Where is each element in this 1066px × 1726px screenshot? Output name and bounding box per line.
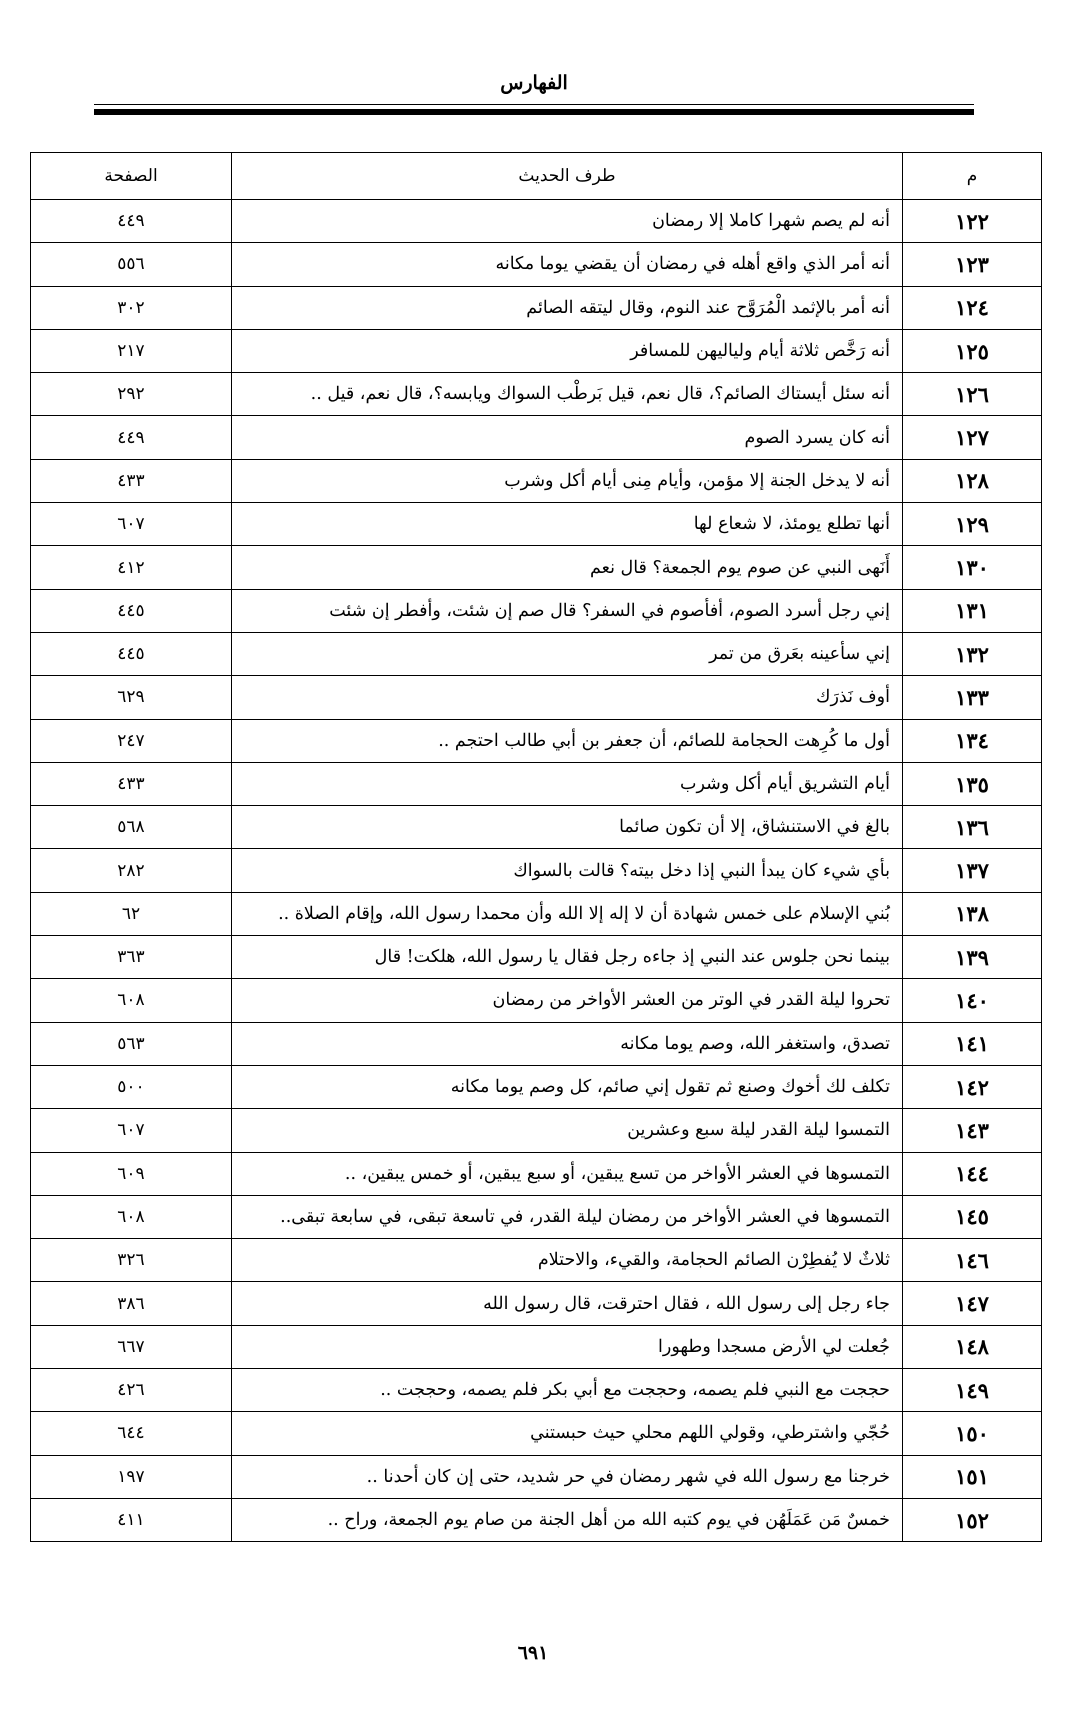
table-row (31, 1065, 1042, 1108)
table-row (31, 762, 1042, 805)
table-row (31, 286, 1042, 329)
table-row (31, 546, 1042, 589)
row-num: ١٤٤ (903, 1152, 1042, 1195)
row-page: ٢٨٢ (31, 849, 232, 892)
table-row (31, 1282, 1042, 1325)
row-num: ١٢٧ (903, 416, 1042, 459)
page-header (94, 68, 974, 120)
row-num: ١٢٣ (903, 243, 1042, 286)
row-num: ١٥١ (903, 1455, 1042, 1498)
table-row (31, 1369, 1042, 1412)
table-row (31, 1455, 1042, 1498)
row-text: أيام التشريق أيام أكل وشرب (232, 762, 903, 805)
row-page: ٢١٧ (31, 329, 232, 372)
header-rule-thick (94, 109, 974, 115)
row-num: ١٤٧ (903, 1282, 1042, 1325)
row-text: أنه لا يدخل الجنة إلا مؤمن، وأيام مِنى أيام أكل وشرب (232, 459, 903, 502)
table-row (31, 459, 1042, 502)
table-row (31, 719, 1042, 762)
table-row (31, 1022, 1042, 1065)
row-page: ٦٠٧ (31, 503, 232, 546)
table-row (31, 806, 1042, 849)
row-num: ١٥٢ (903, 1498, 1042, 1541)
row-num: ١٣٨ (903, 892, 1042, 935)
row-text: أوف نَذرَك (232, 676, 903, 719)
row-page: ٤٢٦ (31, 1369, 232, 1412)
row-page: ٢٩٢ (31, 373, 232, 416)
row-page: ٥٦٨ (31, 806, 232, 849)
table-row (31, 936, 1042, 979)
row-num: ١٥٠ (903, 1412, 1042, 1455)
row-page: ٤٤٥ (31, 589, 232, 632)
row-text: أنه رَخَّص ثلاثة أيام ولياليهن للمسافر (232, 329, 903, 372)
header-text: طرف الحديث (232, 153, 903, 200)
table-row (31, 373, 1042, 416)
row-text: التمسوا ليلة القدر ليلة سبع وعشرين (232, 1109, 903, 1152)
table-row (31, 329, 1042, 372)
row-page: ٥٦٣ (31, 1022, 232, 1065)
row-page: ٤٤٩ (31, 200, 232, 243)
row-page: ٤٤٩ (31, 416, 232, 459)
row-text: إني سأعينه بعَرق من تمر (232, 632, 903, 675)
row-page: ٣٦٣ (31, 936, 232, 979)
table-row (31, 1498, 1042, 1541)
table-row (31, 1152, 1042, 1195)
row-page: ٦٢٩ (31, 676, 232, 719)
table-row (31, 243, 1042, 286)
row-num: ١٣١ (903, 589, 1042, 632)
row-num: ١٣٢ (903, 632, 1042, 675)
row-text: أنه أمر بالإثمد الْمُرَوَّح عند النوم، وقال ليتقه الصائم (232, 286, 903, 329)
row-num: ١٢٩ (903, 503, 1042, 546)
row-text: أنه لم يصم شهرا كاملا إلا رمضان (232, 200, 903, 243)
row-page: ٤٣٣ (31, 762, 232, 805)
row-text: تكلف لك أخوك وصنع ثم تقول إني صائم، كل وصم يوما مكانه (232, 1065, 903, 1108)
row-page: ٦٠٩ (31, 1152, 232, 1195)
row-num: ١٤٩ (903, 1369, 1042, 1412)
row-text: جُعلت لي الأرض مسجدا وطهورا (232, 1325, 903, 1368)
row-page: ٦٠٨ (31, 1195, 232, 1238)
row-text: أنها تطلع يومئذ، لا شعاع لها (232, 503, 903, 546)
table-row (31, 1109, 1042, 1152)
row-text: بُني الإسلام على خمس شهادة أن لا إله إلا الله وأن محمدا رسول الله، وإقام الصلاة .. (232, 892, 903, 935)
row-text: التمسوها في العشر الأواخر من تسع يبقين، أو سبع يبقين، أو خمس يبقين، .. (232, 1152, 903, 1195)
table-row (31, 892, 1042, 935)
row-num: ١٤٢ (903, 1065, 1042, 1108)
table-row (31, 589, 1042, 632)
row-num: ١٤٦ (903, 1239, 1042, 1282)
row-text: بأي شيء كان يبدأ النبي إذا دخل بيته؟ قالت بالسواك (232, 849, 903, 892)
row-page: ٥٥٦ (31, 243, 232, 286)
row-num: ١٢٤ (903, 286, 1042, 329)
row-page: ٦٦٧ (31, 1325, 232, 1368)
row-page: ٤١١ (31, 1498, 232, 1541)
table-row (31, 676, 1042, 719)
row-text: إني رجل أسرد الصوم، أفأصوم في السفر؟ قال صم إن شئت، وأفطر إن شئت (232, 589, 903, 632)
table-row (31, 1412, 1042, 1455)
row-text: حُجّي واشترطي، وقولي اللهم محلي حيث حبستني (232, 1412, 903, 1455)
row-text: التمسوها في العشر الأواخر من رمضان ليلة القدر، في تاسعة تبقى، في سابعة تبقى.. (232, 1195, 903, 1238)
row-text: تحروا ليلة القدر في الوتر من العشر الأواخر من رمضان (232, 979, 903, 1022)
row-text: أَنَهى النبي عن صوم يوم الجمعة؟ قال نعم (232, 546, 903, 589)
row-page: ٦٠٧ (31, 1109, 232, 1152)
row-num: ١٤٨ (903, 1325, 1042, 1368)
row-page: ٤٣٣ (31, 459, 232, 502)
row-page: ٤١٢ (31, 546, 232, 589)
header-num: م (903, 153, 1042, 200)
row-page: ٣٢٦ (31, 1239, 232, 1282)
row-page: ٥٠٠ (31, 1065, 232, 1108)
row-text: بالغ في الاستنشاق، إلا أن تكون صائما (232, 806, 903, 849)
row-num: ١٢٦ (903, 373, 1042, 416)
row-page: ١٩٧ (31, 1455, 232, 1498)
row-page: ٢٤٧ (31, 719, 232, 762)
row-text: خرجنا مع رسول الله في شهر رمضان في حر شديد، حتى إن كان أحدنا .. (232, 1455, 903, 1498)
table-row (31, 1239, 1042, 1282)
row-text: حججت مع النبي فلم يصمه، وحججت مع أبي بكر فلم يصمه، وحججت .. (232, 1369, 903, 1412)
row-text: خمسٌ مَن عَمَلَهُن في يوم كتبه الله من أهل الجنة من صام يوم الجمعة، وراح .. (232, 1498, 903, 1541)
row-num: ١٤٥ (903, 1195, 1042, 1238)
row-page: ٤٤٥ (31, 632, 232, 675)
row-text: أنه سئل أيستاك الصائم؟، قال نعم، قيل بَرطْب السواك ويابسه؟، قال نعم، قيل .. (232, 373, 903, 416)
row-page: ٦٤٤ (31, 1412, 232, 1455)
table-row (31, 979, 1042, 1022)
row-num: ١٤١ (903, 1022, 1042, 1065)
row-num: ١٤٣ (903, 1109, 1042, 1152)
row-num: ١٣٤ (903, 719, 1042, 762)
hadith-index-table (30, 152, 1042, 1542)
row-num: ١٣٧ (903, 849, 1042, 892)
row-page: ٣٠٢ (31, 286, 232, 329)
row-page: ٦٢ (31, 892, 232, 935)
row-page: ٣٨٦ (31, 1282, 232, 1325)
row-num: ١٣٠ (903, 546, 1042, 589)
table-row (31, 200, 1042, 243)
table-row (31, 632, 1042, 675)
row-text: بينما نحن جلوس عند النبي إذ جاءه رجل فقال يا رسول الله، هلكت! قال (232, 936, 903, 979)
table-row (31, 1195, 1042, 1238)
row-text: تصدق، واستغفر الله، وصم يوما مكانه (232, 1022, 903, 1065)
table-row (31, 416, 1042, 459)
row-num: ١٢٥ (903, 329, 1042, 372)
row-num: ١٣٥ (903, 762, 1042, 805)
row-text: جاء رجل إلى رسول الله ، فقال احترقت، قال رسول الله (232, 1282, 903, 1325)
row-num: ١٢٨ (903, 459, 1042, 502)
row-num: ١٢٢ (903, 200, 1042, 243)
row-num: ١٣٣ (903, 676, 1042, 719)
header-title: الفهارس (500, 72, 568, 94)
header-page: الصفحة (31, 153, 232, 200)
table-header-row (31, 153, 1042, 200)
table-row (31, 1325, 1042, 1368)
page-number: ٦٩١ (517, 1642, 549, 1664)
header-rule-thin (94, 104, 974, 105)
row-text: أول ما كُرِهت الحجامة للصائم، أن جعفر بن أبي طالب احتجم .. (232, 719, 903, 762)
table-row (31, 503, 1042, 546)
row-num: ١٣٩ (903, 936, 1042, 979)
row-text: أنه أمر الذي واقع أهله في رمضان أن يقضي يوما مكانه (232, 243, 903, 286)
row-num: ١٤٠ (903, 979, 1042, 1022)
row-text: أنه كان يسرد الصوم (232, 416, 903, 459)
table-row (31, 849, 1042, 892)
row-num: ١٣٦ (903, 806, 1042, 849)
row-page: ٦٠٨ (31, 979, 232, 1022)
row-text: ثلاثٌ لا يُفطِرْن الصائم الحجامة، والقيء، والاحتلام (232, 1239, 903, 1282)
